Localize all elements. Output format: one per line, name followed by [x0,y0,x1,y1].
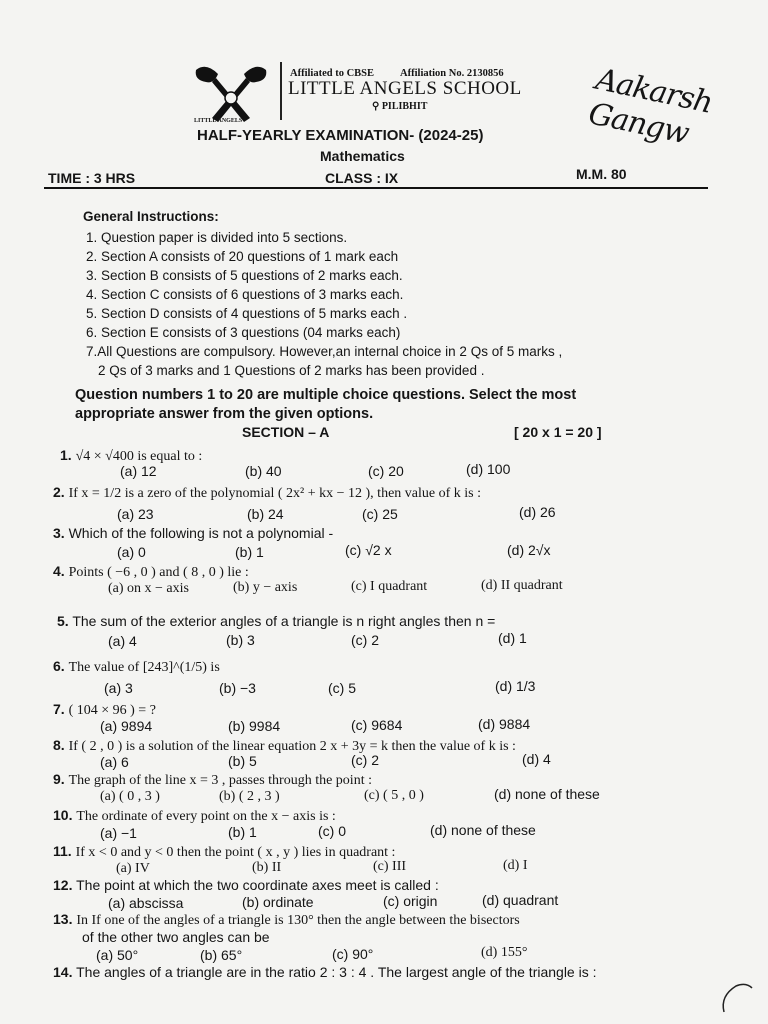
option: (d) I [503,858,528,873]
school-place: ⚲ PILIBHIT [372,101,428,112]
instruction-item: 4. Section C consists of 6 questions of 3 marks each. [86,287,404,302]
option: (a) IV [116,861,150,876]
option: (c) 9684 [351,717,403,733]
option: (b) II [252,860,282,875]
question-13-line2: of the other two angles can be [82,929,270,945]
question-9 [53,771,372,789]
option: (b) 5 [228,753,257,769]
option: (a) on x − axis [108,581,189,596]
question-text: The point at which the two coordinate axes meet is called : [76,877,439,893]
option: (b) −3 [219,680,256,696]
question-text: ( 104 × 96 ) = ? [68,703,156,718]
question-number: 10. [53,807,73,823]
option: (d) II quadrant [481,578,563,593]
option: (b) 1 [235,544,264,560]
exam-class: CLASS : IX [325,170,399,186]
option: (b) ordinate [242,894,314,910]
question-text: The graph of the line x = 3 , passes through the point : [68,773,372,788]
question-text: The angles of a triangle are in the ratio 2 : 3 : 4 . The largest angle of the triangle is : [76,964,597,980]
option: (d) none of these [430,822,536,838]
header-divider [280,62,282,120]
instruction-item: 6. Section E consists of 3 questions (04 marks each) [86,325,401,340]
question-text: If x < 0 and y < 0 then the point ( x , y ) lies in quadrant : [75,845,396,860]
question-number: 4. [53,563,65,579]
question-number: 5. [57,613,69,629]
option: (b) 9984 [228,718,281,734]
question-text: The value of [243]^(1/5) is [68,660,220,675]
question-4 [53,563,249,581]
handwritten-signature: Aakarsh Gangw [585,62,716,152]
exam-title: HALF-YEARLY EXAMINATION- (2024-25) [197,127,484,144]
option: (a) 3 [104,680,133,696]
option: (c) 25 [362,506,398,522]
question-text: Points ( −6 , 0 ) and ( 8 , 0 ) lie : [68,565,249,580]
option: (a) 23 [117,506,154,522]
instruction-item: 2. Section A consists of 20 questions of 1 mark each [86,249,399,264]
question-7 [53,701,156,719]
option: (b) 24 [247,506,284,522]
option: (c) 0 [318,823,346,839]
question-text: √4 × √400 is equal to : [75,449,203,464]
question-number: 6. [53,658,65,674]
question-number: 8. [53,737,65,753]
option: (c) √2 x [345,542,392,558]
option: (a) 4 [108,633,137,649]
question-number: 13. [53,911,73,927]
option: (a) −1 [100,825,137,841]
option: (b) 40 [245,463,282,479]
question-text: If ( 2 , 0 ) is a solution of the linear equation 2 x + 3y = k then the value of k is : [68,739,516,754]
affiliation: Affiliated to CBSE [290,68,374,79]
question-number: 1. [60,447,72,463]
exam-time: TIME : 3 HRS [48,170,136,186]
question-number: 7. [53,701,65,717]
question-text: If x = 1/2 is a zero of the polynomial ( 2x² + kx − 12 ), then value of k is : [68,486,481,501]
mcq-note-line: appropriate answer from the given options. [75,406,374,422]
question-number: 3. [53,525,65,541]
option: (d) none of these [494,786,600,802]
option: (d) 9884 [478,716,531,732]
mcq-note-line: Question numbers 1 to 20 are multiple choice questions. Select the most [75,387,577,403]
option: (c) 90° [332,946,374,962]
question-2 [53,484,481,502]
option: (a) ( 0 , 3 ) [100,789,160,804]
option: (d) 26 [519,504,556,520]
option: (d) 1/3 [495,678,536,694]
question-text: The sum of the exterior angles of a triangle is n right angles then n = [72,613,496,629]
question-number: 14. [53,964,73,980]
instruction-item: 3. Section B consists of 5 questions of 2 marks each. [86,268,403,283]
affiliation-no: Affiliation No. 2130856 [400,68,504,79]
option: (c) 20 [368,463,404,479]
question-text: Which of the following is not a polynomial - [68,525,334,541]
option: (d) 1 [498,630,527,646]
option: (c) III [373,859,407,874]
option: (c) origin [383,893,438,909]
instruction-item: 2 Qs of 3 marks and 1 Questions of 2 marks has been provided . [98,363,485,378]
option: (d) 100 [466,461,511,477]
section-marks: [ 20 x 1 = 20 ] [514,424,602,440]
instructions-title: General Instructions: [83,209,219,224]
option: (a) 12 [120,463,157,479]
question-number: 2. [53,484,65,500]
option: (c) I quadrant [351,579,428,594]
mcq-note [75,386,576,424]
instruction-item: 5. Section D consists of 4 questions of 5 marks each . [86,306,408,321]
option: (d) 2√x [507,542,551,558]
question-12 [53,877,439,893]
option: (a) 6 [100,754,129,770]
option: (b) y − axis [233,580,298,595]
header-rule [44,187,708,189]
logo-caption: LITTLE ANGELS [194,118,243,124]
option: (b) 65° [200,947,243,963]
instructions-list [86,228,562,380]
option: (d) 155° [481,945,528,960]
pen-mark [716,976,756,1016]
question-6 [53,658,220,676]
question-11 [53,843,395,861]
location-pin-icon: ⚲ [372,101,382,112]
option: (b) 1 [228,824,257,840]
instruction-item: 7.All Questions are compulsory. However,an internal choice in 2 Qs of 5 marks , [86,344,563,359]
option: (d) 4 [522,751,551,767]
subject-title: Mathematics [320,148,405,164]
question-8 [53,737,516,755]
max-marks: M.M. 80 [576,166,627,182]
school-logo [186,60,276,126]
option: (c) ( 5 , 0 ) [364,788,424,803]
option: (a) abscissa [108,895,184,911]
question-text: In If one of the angles of a triangle is 130° then the angle between the bisectors [76,913,520,928]
question-14 [53,964,597,980]
option: (b) ( 2 , 3 ) [219,789,280,804]
question-3 [53,525,333,541]
option: (d) quadrant [482,892,559,908]
question-13 [53,911,520,929]
instruction-item: 1. Question paper is divided into 5 sections. [86,230,348,245]
question-number: 12. [53,877,73,893]
question-number: 11. [53,843,72,859]
option: (c) 2 [351,632,379,648]
option: (a) 0 [117,544,146,560]
option: (a) 9894 [100,718,153,734]
option: (c) 2 [351,752,379,768]
question-number: 9. [53,771,65,787]
question-text: The ordinate of every point on the x − axis is : [76,809,336,824]
option: (a) 50° [96,947,139,963]
school-name: LITTLE ANGELS SCHOOL [288,78,522,99]
question-5 [57,613,495,629]
section-title: SECTION – A [242,424,330,440]
option: (b) 3 [226,632,255,648]
option: (c) 5 [328,680,356,696]
question-10 [53,807,336,825]
